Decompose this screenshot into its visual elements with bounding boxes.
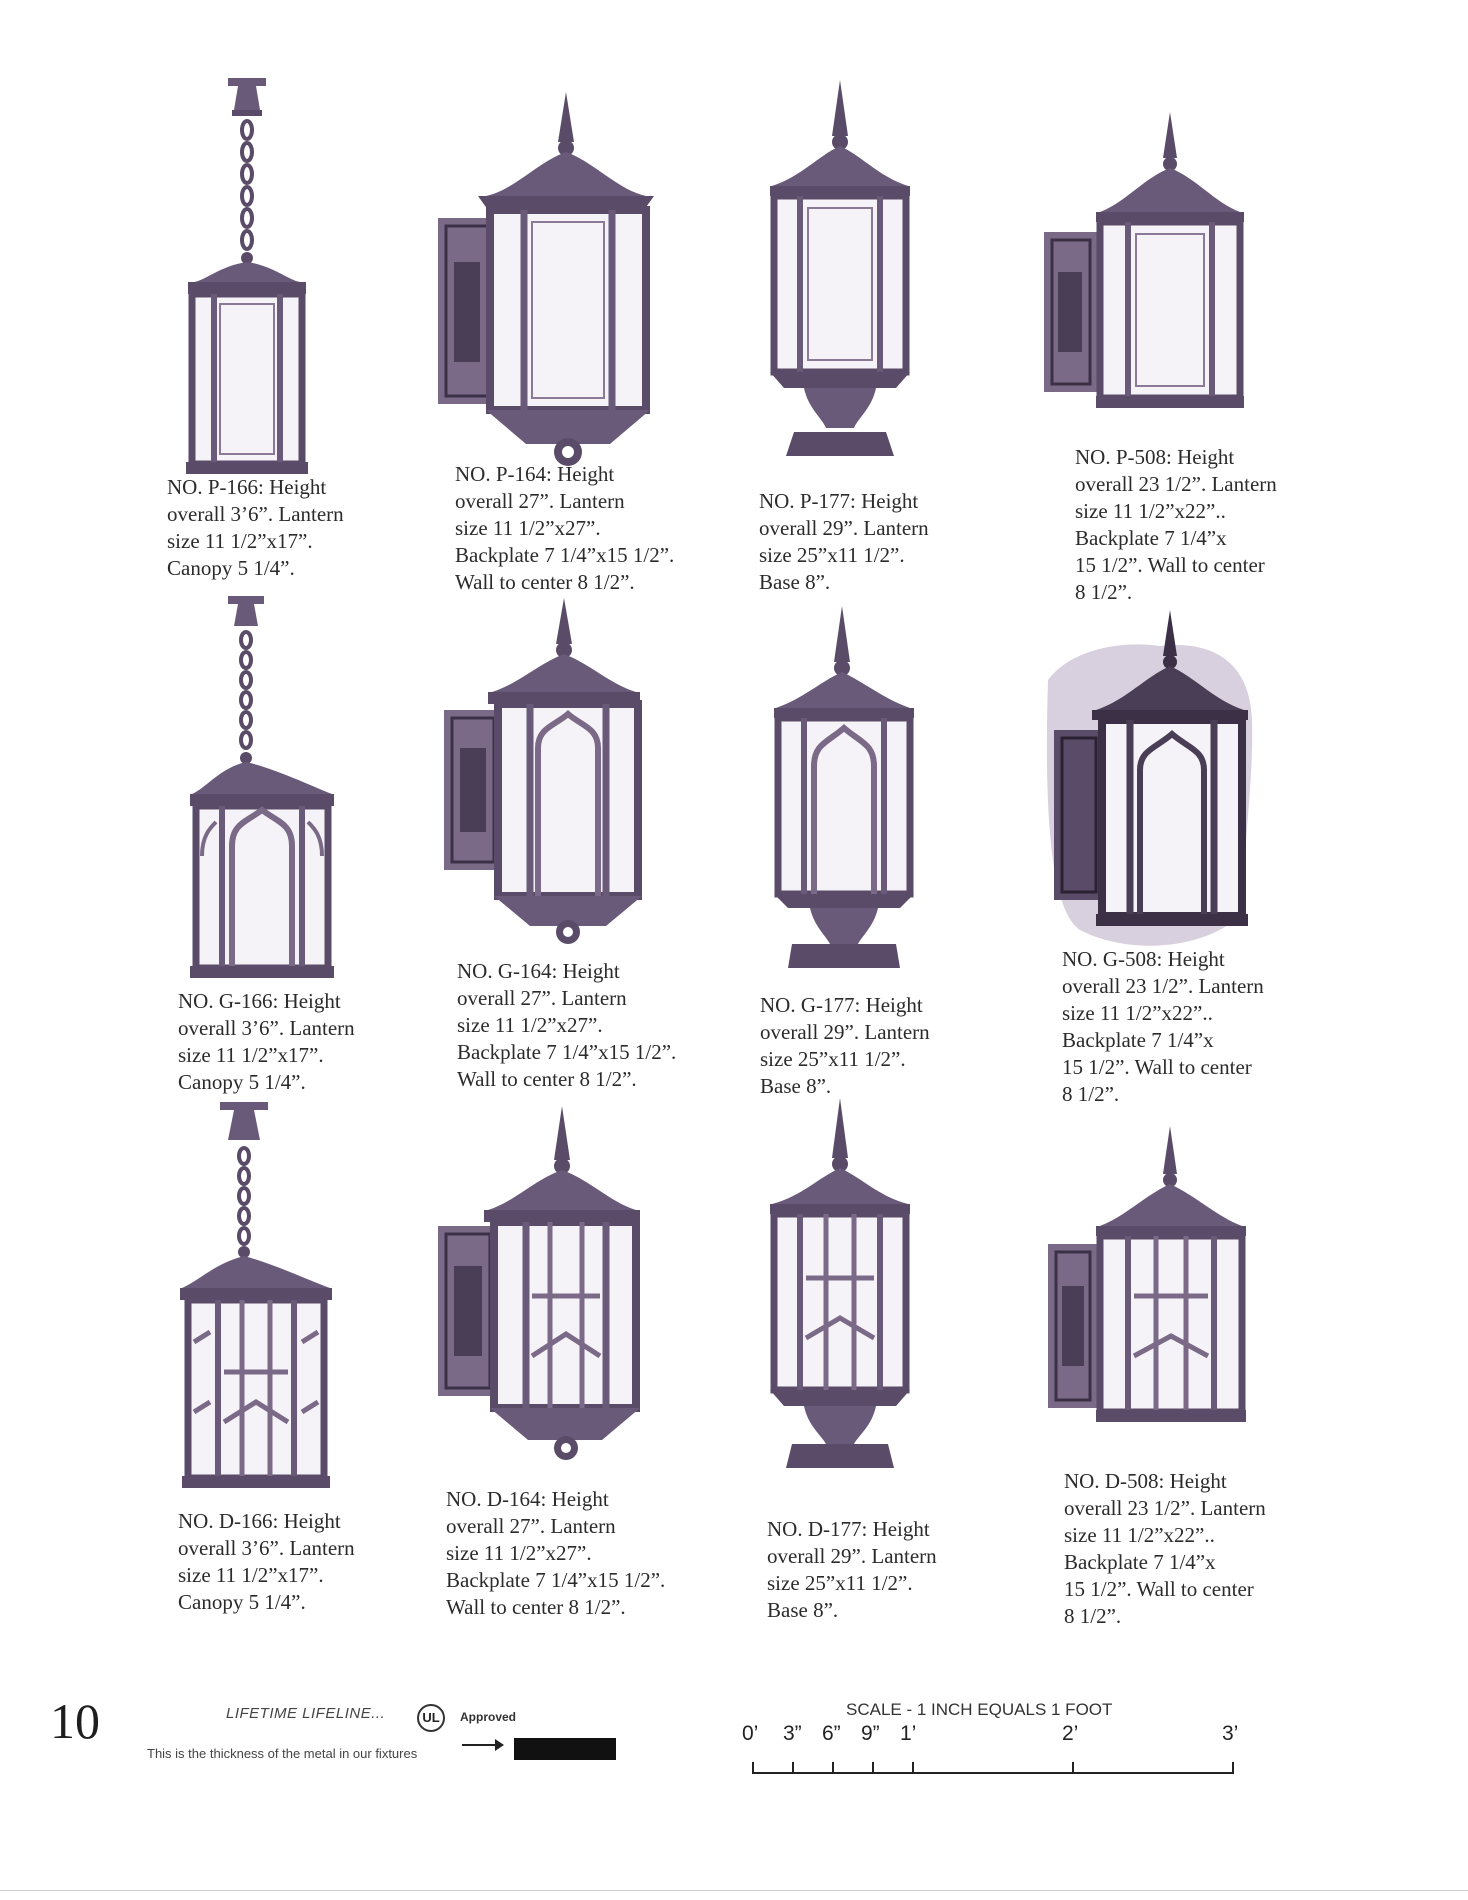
- scale-ruler-tick: [912, 1762, 914, 1774]
- caption-line: Canopy 5 1/4”.: [167, 556, 295, 580]
- pendant-lantern-p166: [180, 78, 350, 478]
- caption-line: size 25”x11 1/2”.: [759, 543, 905, 567]
- post-lantern-d177: [764, 1098, 924, 1488]
- caption-line: overall 23 1/2”. Lantern: [1062, 974, 1264, 998]
- caption-line: size 11 1/2”x27”.: [446, 1541, 592, 1565]
- caption-d508: [1064, 1468, 1266, 1630]
- caption-line: NO. D-164: Height: [446, 1487, 609, 1511]
- caption-line: NO. G-166: Height: [178, 989, 341, 1013]
- caption-line: size 11 1/2”x17”.: [178, 1563, 324, 1587]
- caption-g166: [178, 988, 355, 1096]
- caption-line: overall 23 1/2”. Lantern: [1075, 472, 1277, 496]
- scale-ruler: [752, 1772, 1234, 1774]
- caption-line: Backplate 7 1/4”x: [1075, 526, 1227, 550]
- caption-line: overall 27”. Lantern: [455, 489, 625, 513]
- caption-line: overall 3’6”. Lantern: [178, 1016, 355, 1040]
- caption-p177: [759, 488, 929, 596]
- caption-line: size 11 1/2”x22”..: [1075, 499, 1226, 523]
- post-lantern-p177: [764, 80, 924, 470]
- scale-tick-label: 2’: [1062, 1722, 1079, 1745]
- caption-line: overall 27”. Lantern: [457, 986, 627, 1010]
- caption-line: size 25”x11 1/2”.: [767, 1571, 913, 1595]
- caption-line: NO. P-508: Height: [1075, 445, 1235, 469]
- wall-lantern-d508: [1046, 1126, 1256, 1426]
- caption-p508: [1075, 444, 1277, 606]
- caption-line: size 11 1/2”x27”.: [455, 516, 601, 540]
- caption-line: NO. G-508: Height: [1062, 947, 1225, 971]
- scale-tick-label: 3”: [783, 1722, 802, 1745]
- caption-line: NO. P-177: Height: [759, 489, 919, 513]
- caption-line: overall 23 1/2”. Lantern: [1064, 1496, 1266, 1520]
- caption-line: 15 1/2”. Wall to center: [1075, 553, 1265, 577]
- caption-line: NO. P-166: Height: [167, 475, 327, 499]
- lifetime-lifeline-text: LIFETIME LIFELINE...: [226, 1705, 386, 1722]
- caption-line: Backplate 7 1/4”x15 1/2”.: [446, 1568, 666, 1592]
- caption-line: NO. G-164: Height: [457, 959, 620, 983]
- caption-g177: [760, 992, 930, 1100]
- caption-line: size 11 1/2”x22”..: [1062, 1001, 1213, 1025]
- caption-line: overall 29”. Lantern: [767, 1544, 937, 1568]
- caption-g508: [1062, 946, 1264, 1108]
- caption-g164: [457, 958, 676, 1093]
- metal-thickness-sample: [514, 1738, 616, 1760]
- scale-tick-label: 9”: [861, 1722, 880, 1745]
- pendant-lantern-g166: [188, 596, 348, 986]
- wall-lantern-p508: [1040, 112, 1260, 412]
- caption-p164: [455, 461, 674, 596]
- caption-line: NO. D-166: Height: [178, 1509, 341, 1533]
- scale-ruler-tick: [1232, 1762, 1234, 1774]
- scale-tick-label: 6”: [822, 1722, 841, 1745]
- caption-line: NO. D-177: Height: [767, 1517, 930, 1541]
- caption-p166: [167, 474, 344, 582]
- scale-title: SCALE - 1 INCH EQUALS 1 FOOT: [846, 1700, 1113, 1719]
- caption-line: Wall to center 8 1/2”.: [457, 1067, 637, 1091]
- caption-line: overall 29”. Lantern: [760, 1020, 930, 1044]
- caption-d164: [446, 1486, 665, 1621]
- scale-tick-label: 3’: [1222, 1722, 1239, 1745]
- page-edge-rule: [0, 1890, 1468, 1891]
- caption-line: overall 3’6”. Lantern: [167, 502, 344, 526]
- page-number: 10: [50, 1693, 100, 1749]
- caption-line: Backplate 7 1/4”x15 1/2”.: [455, 543, 675, 567]
- caption-line: size 11 1/2”x17”.: [167, 529, 313, 553]
- caption-line: Wall to center 8 1/2”.: [455, 570, 635, 594]
- wall-lantern-d164: [438, 1106, 678, 1476]
- caption-line: overall 27”. Lantern: [446, 1514, 616, 1538]
- caption-line: Canopy 5 1/4”.: [178, 1070, 306, 1094]
- caption-line: Backplate 7 1/4”x: [1064, 1550, 1216, 1574]
- scale-ruler-tick: [872, 1762, 874, 1774]
- ul-logo-icon: UL: [417, 1704, 445, 1732]
- caption-line: size 11 1/2”x22”..: [1064, 1523, 1215, 1547]
- caption-line: 8 1/2”.: [1062, 1082, 1120, 1106]
- scale-ruler-tick: [832, 1762, 834, 1774]
- scale-ruler-tick: [752, 1762, 754, 1774]
- caption-line: size 25”x11 1/2”.: [760, 1047, 906, 1071]
- caption-line: Backplate 7 1/4”x15 1/2”.: [457, 1040, 677, 1064]
- caption-line: 8 1/2”.: [1075, 580, 1133, 604]
- pendant-lantern-d166: [180, 1102, 350, 1492]
- caption-line: 8 1/2”.: [1064, 1604, 1122, 1628]
- caption-d177: [767, 1516, 937, 1624]
- scale-tick-label: 1’: [900, 1722, 917, 1745]
- caption-d166: [178, 1508, 355, 1616]
- caption-line: overall 29”. Lantern: [759, 516, 929, 540]
- caption-line: 15 1/2”. Wall to center: [1064, 1577, 1254, 1601]
- caption-line: Backplate 7 1/4”x: [1062, 1028, 1214, 1052]
- caption-line: NO. G-177: Height: [760, 993, 923, 1017]
- caption-line: overall 3’6”. Lantern: [178, 1536, 355, 1560]
- scale-ruler-tick: [1072, 1762, 1074, 1774]
- caption-line: Base 8”.: [759, 570, 831, 594]
- scale-ruler-tick: [792, 1762, 794, 1774]
- caption-line: NO. D-508: Height: [1064, 1469, 1227, 1493]
- caption-line: size 11 1/2”x27”.: [457, 1013, 603, 1037]
- arrow-right-icon: [462, 1744, 502, 1746]
- post-lantern-g177: [770, 606, 930, 986]
- caption-line: Wall to center 8 1/2”.: [446, 1595, 626, 1619]
- caption-line: NO. P-164: Height: [455, 462, 615, 486]
- wall-lantern-g164: [444, 598, 676, 948]
- caption-line: size 11 1/2”x17”.: [178, 1043, 324, 1067]
- caption-line: 15 1/2”. Wall to center: [1062, 1055, 1252, 1079]
- caption-line: Base 8”.: [760, 1074, 832, 1098]
- caption-line: Canopy 5 1/4”.: [178, 1590, 306, 1614]
- scale-tick-label: 0’: [742, 1722, 759, 1745]
- thickness-note: This is the thickness of the metal in our fixtures: [147, 1746, 418, 1761]
- approved-text: Approved: [460, 1710, 517, 1724]
- wall-lantern-p164: [438, 92, 678, 472]
- caption-line: Base 8”.: [767, 1598, 839, 1622]
- wall-lantern-g508: [1040, 610, 1260, 960]
